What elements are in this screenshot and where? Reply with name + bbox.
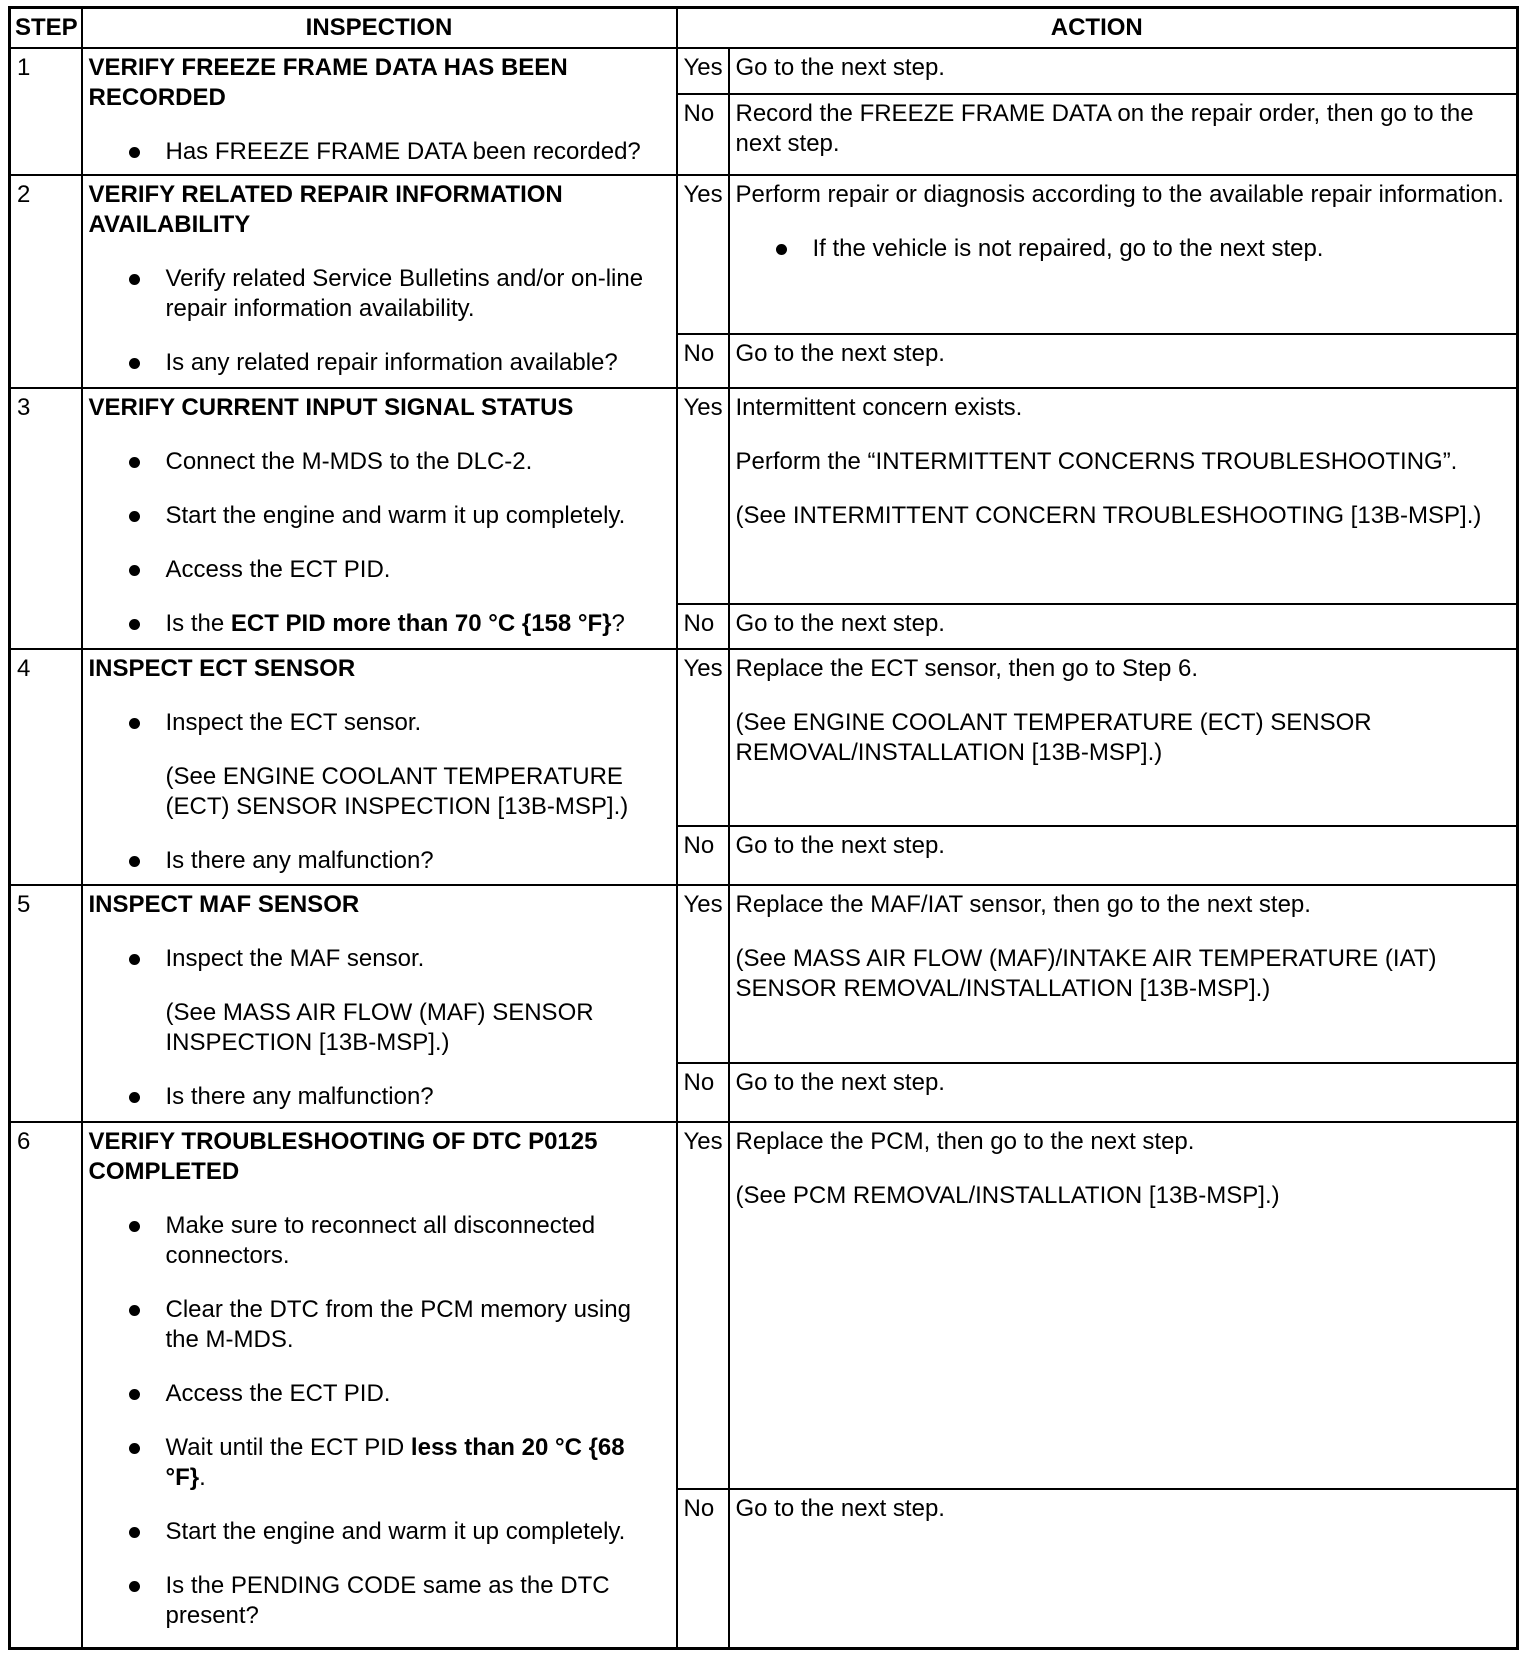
yes-label: Yes — [677, 885, 729, 1063]
no-action: Record the FREEZE FRAME DATA on the repair order, then go to the next step. — [729, 94, 1518, 175]
bullet-icon — [129, 1092, 140, 1103]
inspection-bullet: Start the engine and warm it up completely. — [89, 501, 670, 531]
step-title: INSPECT MAF SENSOR — [88, 891, 360, 919]
action-bullet: If the vehicle is not repaired, go to the next step. — [736, 234, 1511, 264]
inspection-bullet: Is any related repair information available? — [89, 348, 670, 378]
no-action: Go to the next step. — [729, 826, 1518, 885]
step-title: VERIFY TROUBLESHOOTING OF DTC P0125 COMPLETED — [88, 1128, 598, 1186]
step-number: 2 — [10, 175, 82, 388]
yes-action: Intermittent concern exists. Perform the “INTERMITTENT CONCERNS TROUBLESHOOTING”. (See INTERMITTENT CONCERN TROUBLESHOOTING [13B-MSP].) — [729, 388, 1518, 604]
step-title: VERIFY RELATED REPAIR INFORMATION AVAILABILITY — [88, 181, 563, 238]
yes-label: Yes — [677, 388, 729, 604]
inspection-bullet: Is the PENDING CODE same as the DTC present? — [89, 1571, 670, 1631]
no-label: No — [677, 94, 729, 175]
no-label: No — [677, 826, 729, 885]
yes-label: Yes — [677, 48, 729, 94]
inspection-bullet: Access the ECT PID. — [89, 555, 670, 585]
step-number: 1 — [10, 48, 82, 176]
no-label: No — [677, 1063, 729, 1122]
bullet-icon — [129, 1527, 140, 1538]
bullet-icon — [129, 457, 140, 468]
inspection-bullet: Is there any malfunction? — [89, 1082, 670, 1112]
inspection-bullet: Has FREEZE FRAME DATA been recorded? — [89, 137, 670, 167]
no-label: No — [677, 334, 729, 388]
yes-action: Replace the PCM, then go to the next step. (See PCM REMOVAL/INSTALLATION [13B-MSP].) — [729, 1122, 1518, 1488]
step-3-inspection — [82, 388, 677, 649]
bullet-icon — [129, 718, 140, 729]
yes-action: Replace the MAF/IAT sensor, then go to the next step. (See MASS AIR FLOW (MAF)/INTAKE AIR TEMPERATURE (IAT) SENSOR REMOVAL/INSTALLATION [13B-MSP].) — [729, 885, 1518, 1063]
step-header: STEP — [10, 8, 82, 48]
step-number: 4 — [10, 649, 82, 886]
step-4-yes-row — [10, 649, 1518, 827]
step-5-inspection — [82, 885, 677, 1122]
step-5-yes-row — [10, 885, 1518, 1063]
no-action: Go to the next step. — [729, 604, 1518, 649]
action-header: ACTION — [677, 8, 1518, 48]
step-6-inspection — [82, 1122, 677, 1648]
step-number: 3 — [10, 388, 82, 649]
diagnostic-procedure-table — [8, 6, 1519, 1650]
yes-label: Yes — [677, 175, 729, 334]
step-2-inspection — [82, 175, 677, 388]
yes-action: Go to the next step. — [729, 48, 1518, 94]
no-action: Go to the next step. — [729, 1489, 1518, 1649]
bullet-icon — [129, 358, 140, 369]
inspection-bullet: Make sure to reconnect all disconnected connectors. — [89, 1211, 670, 1271]
step-number: 5 — [10, 885, 82, 1122]
bullet-icon — [129, 1221, 140, 1232]
inspection-bullet: Inspect the ECT sensor. (See ENGINE COOLANT TEMPERATURE (ECT) SENSOR INSPECTION [13B-MSP].) — [89, 708, 670, 822]
bullet-icon — [129, 856, 140, 867]
bullet-icon — [129, 1443, 140, 1454]
inspection-bullet: Inspect the MAF sensor. (See MASS AIR FLOW (MAF) SENSOR INSPECTION [13B-MSP].) — [89, 944, 670, 1058]
bullet-icon — [129, 619, 140, 630]
yes-label: Yes — [677, 1122, 729, 1488]
step-3-yes-row — [10, 388, 1518, 604]
bullet-icon — [129, 511, 140, 522]
inspection-bullet: Wait until the ECT PID less than 20 °C {68 °F}. — [89, 1433, 670, 1493]
no-label: No — [677, 604, 729, 649]
bullet-icon — [129, 565, 140, 576]
inspection-bullet: Clear the DTC from the PCM memory using the M-MDS. — [89, 1295, 670, 1355]
yes-action: Replace the ECT sensor, then go to Step 6. (See ENGINE COOLANT TEMPERATURE (ECT) SENSOR REMOVAL/INSTALLATION [13B-MSP].) — [729, 649, 1518, 827]
header-row — [10, 8, 1518, 48]
no-label: No — [677, 1489, 729, 1649]
no-action: Go to the next step. — [729, 334, 1518, 388]
yes-action: Perform repair or diagnosis according to the available repair information. If the vehicle is not repaired, go to the next step. — [729, 175, 1518, 334]
bullet-icon — [129, 147, 140, 158]
yes-label: Yes — [677, 649, 729, 827]
step-1-yes-row — [10, 48, 1518, 94]
bullet-icon — [129, 1581, 140, 1592]
inspection-bullet: Verify related Service Bulletins and/or on-line repair information availability. — [89, 264, 670, 324]
no-action: Go to the next step. — [729, 1063, 1518, 1122]
step-1-inspection — [82, 48, 677, 176]
step-title: INSPECT ECT SENSOR — [88, 654, 356, 682]
step-4-inspection — [82, 649, 677, 886]
bullet-icon — [129, 274, 140, 285]
bullet-icon — [129, 954, 140, 965]
bullet-icon — [129, 1305, 140, 1316]
bullet-icon — [129, 1389, 140, 1400]
inspection-header: INSPECTION — [82, 8, 677, 48]
step-2-yes-row — [10, 175, 1518, 334]
step-title: VERIFY FREEZE FRAME DATA HAS BEEN RECORDED — [88, 53, 568, 111]
inspection-bullet: Is there any malfunction? — [89, 846, 670, 876]
step-number: 6 — [10, 1122, 82, 1648]
inspection-bullet: Access the ECT PID. — [89, 1379, 670, 1409]
inspection-bullet: Start the engine and warm it up completely. — [89, 1517, 670, 1547]
bullet-icon — [776, 244, 787, 255]
inspection-bullet: Is the ECT PID more than 70 °C {158 °F}? — [89, 609, 670, 639]
step-6-yes-row — [10, 1122, 1518, 1488]
step-title: VERIFY CURRENT INPUT SIGNAL STATUS — [88, 393, 574, 421]
inspection-bullet: Connect the M-MDS to the DLC-2. — [89, 447, 670, 477]
